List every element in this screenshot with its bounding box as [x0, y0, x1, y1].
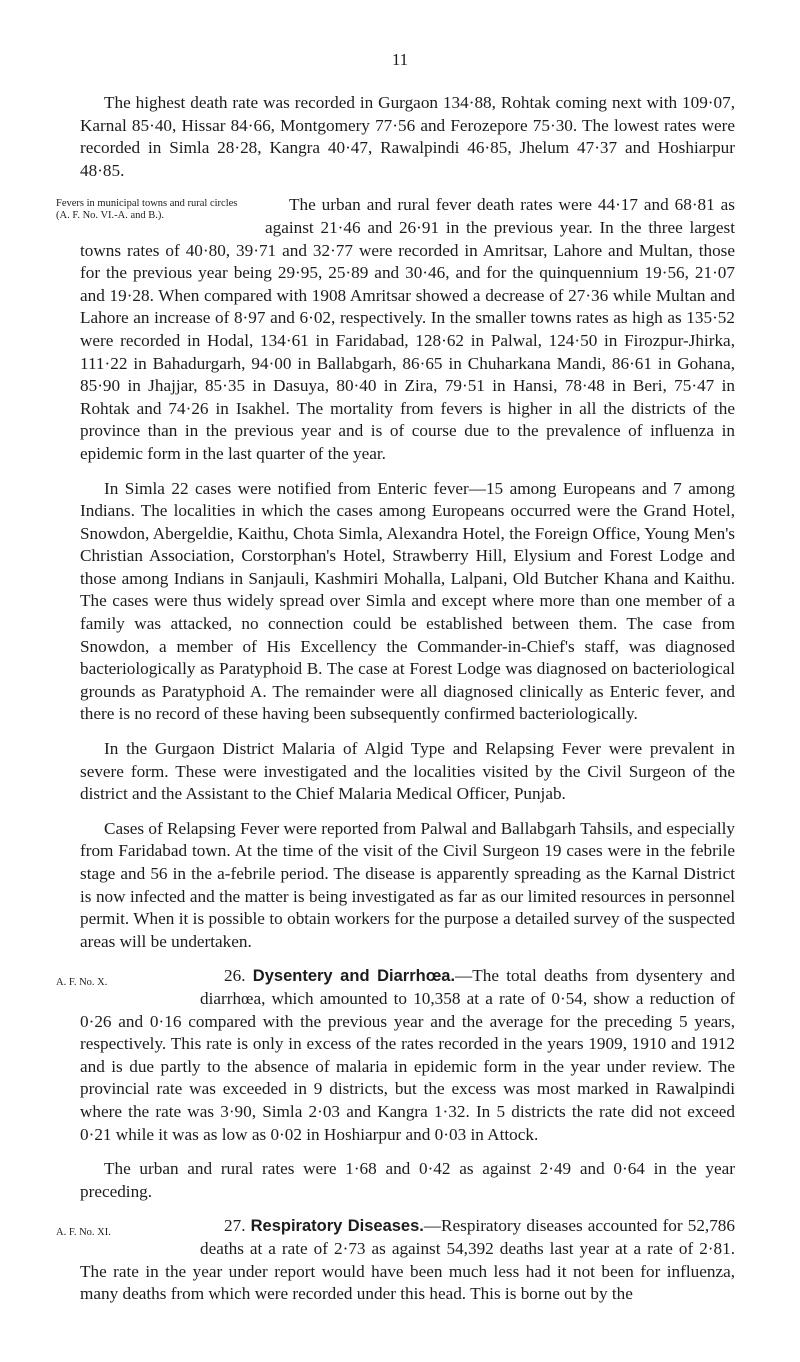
section-27-text: —Respiratory diseases accounted for 52,786 deaths at a rate of 2·73 as against 54,392 deaths last year at a rate of 2·81. The rate in the year under report would have been much less had it not been for influenza, many deaths from which were recorded under this head. This is borne out by the — [80, 1216, 735, 1304]
report-body — [56, 92, 735, 1318]
paragraph-gurgaon-malaria: In the Gurgaon District Malaria of Algid Type and Relapsing Fever were prevalent in severe form. These were investigated and the localities visited by the Civil Surgeon of the district and the Assistant to the Chief Malaria Medical Officer, Punjab. — [80, 739, 735, 804]
margin-note-section-26: A. F. No. X. — [56, 977, 108, 989]
paragraph-relapsing-fever: Cases of Relapsing Fever were reported from Palwal and Ballabgarh Tahsils, and especially from Faridabad town. At the time of the visit of the Civil Surgeon 19 cases were in the febrile stage and 56 in the a-febrile period. The disease is apparently spreading as the Karnal District is now infected and the matter is being investigated as far as our limited resources in personnel permit. When it is possible to obtain workers for the purpose a detailed survey of the suspected areas will be undertaken. — [80, 818, 735, 951]
paragraph-urban-rural-dysentery: The urban and rural rates were 1·68 and 0·42 as against 2·49 and 0·64 in the year preceding. — [80, 1159, 735, 1201]
paragraph-enteric-simla: In Simla 22 cases were notified from Enteric fever—15 among Europeans and 7 among Indians. The localities in which the cases among Europeans occurred were the Grand Hotel, Snowdon, Abergeldie, Kaithu, Chota Simla, Alexandra Hotel, the Foreign Office, Young Men's Christian Association, Corstorphan's Hotel, Strawberry Hill, Elysium and Forest Lodge and those among Indians in Sanjauli, Kashmiri Mohalla, Lalpani, Old Butcher Khana and Kaithu. The cases were thus widely spread over Simla and except where more than one member of a family was attacked, no connection could be established between them. The case from Snowdon, a member of His Excellency the Commander-in-Chief's staff, was diagnosed bacteriologically as Paratyphoid B. The case at Forest Lodge was diagnosed on bacteriological grounds as Paratyphoid A. The remainder were all diagnosed clinically as Enteric fever, and there is no record of these having been subsequently confirmed bacteriologically. — [80, 478, 735, 724]
paragraph-fevers-towns — [56, 194, 735, 465]
section-26-text: —The total deaths from dysentery and diarrhœa, which amounted to 10,358 at a rate of 0·54, show a reduction of 0·26 and 0·16 compared with the previous year and the average for the preceding 5 years, respectively. This rate is only in excess of the rates recorded in the years 1909, 1910 and 1912 and is due partly to the absence of malaria in epidemic form in the year under review. The provincial rate was exceeded in 9 districts, but the excess was most marked in Rawalpindi where the rate was 3·90, Simla 2·03 and Kangra 1·32. In 5 districts the rate did not exceed 0·21 while it was as low as 0·02 in Hoshiarpur and 0·03 in Attock. — [80, 966, 735, 1144]
margin-note-section-27: A. F. No. XI. — [56, 1227, 111, 1239]
section-26-dysentery — [56, 965, 735, 1146]
section-26-heading: Dysentery and Diarrhœa. — [252, 967, 456, 986]
section-26-number: 26. — [224, 966, 246, 986]
section-27-number: 27. — [224, 1216, 246, 1236]
section-27-heading: Respiratory Diseases. — [250, 1217, 424, 1236]
paragraph-fevers-text: The urban and rural fever death rates were 44·17 and 68·81 as against 21·46 and 26·91 in the previous year. In the three largest towns rates of 40·80, 39·71 and 32·77 were recorded in Amritsar, Lahore and Multan, those for the previous year being 29·95, 25·89 and 30·46, and for the quinquennium 19·56, 21·07 and 19·28. When compared with 1908 Amritsar showed a decrease of 27·36 while Multan and Lahore an increase of 8·97 and 6·02, respectively. In the smaller towns rates as high as 135·52 were recorded in Hodal, 134·61 in Faridabad, 128·62 in Palwal, 124·50 in Firozpur-Jhirka, 111·22 in Bahadurgarh, 94·00 in Ballabgarh, 86·65 in Chuharkana Mandi, 86·61 in Gohana, 85·90 in Jhajjar, 85·35 in Dasuya, 80·40 in Zira, 79·51 in Hansi, 78·48 in Beri, 75·47 in Rohtak and 74·26 in Isakhel. The mortality from fevers is higher in all the districts of the province than in the previous year and is of course due to the prevalence of influenza in epidemic form in the last quarter of the year. — [80, 195, 735, 463]
paragraph-death-rates: The highest death rate was recorded in Gurgaon 134·88, Rohtak coming next with 109·07, Karnal 85·40, Hissar 84·66, Montgomery 77·56 and Ferozepore 75·30. The lowest rates were recorded in Simla 28·28, Kangra 40·47, Rawalpindi 46·85, Jhelum 47·37 and Hoshiarpur 48·85. — [80, 93, 735, 180]
section-27-respiratory — [56, 1215, 735, 1305]
margin-note-fevers: Fevers in municipal towns and rural circles (A. F. No. VI.-A. and B.). — [56, 198, 238, 222]
page-number: 11 — [391, 50, 409, 69]
